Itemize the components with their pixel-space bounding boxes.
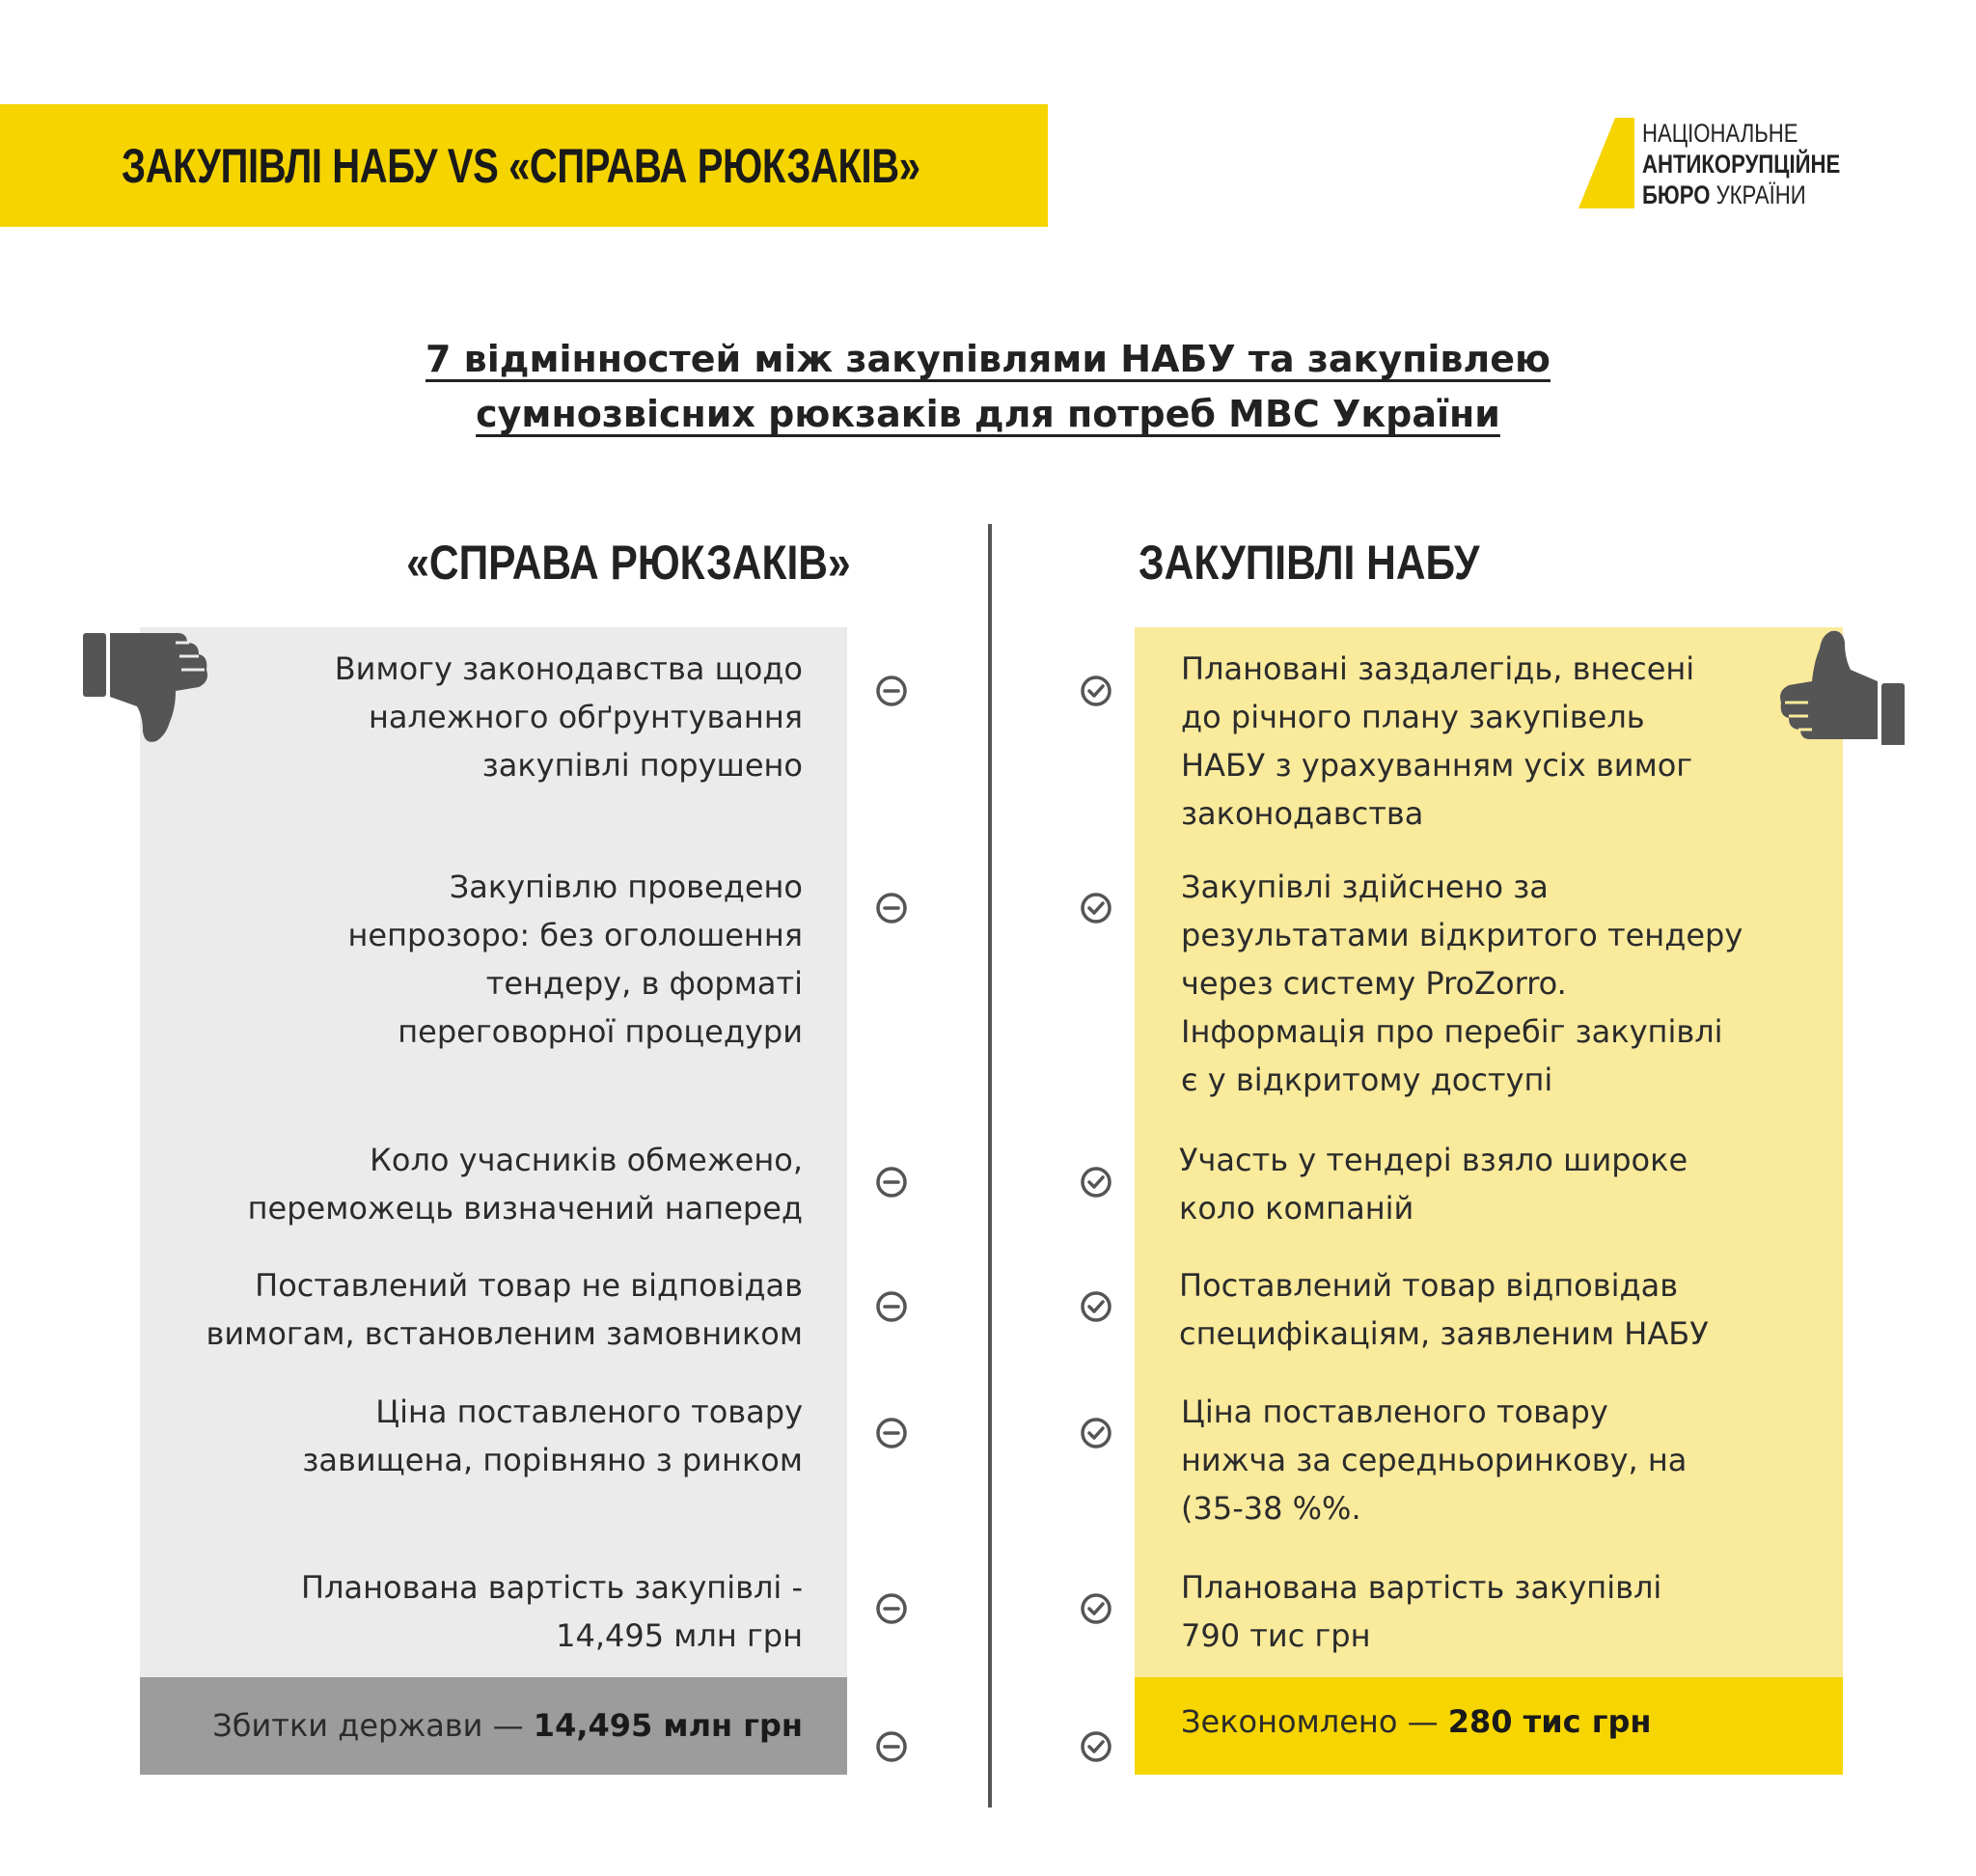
right-row-2 <box>1181 863 1743 1104</box>
right-row-5-line: (35-38 %%. <box>1181 1490 1361 1527</box>
minus-circle-icon <box>874 1289 909 1324</box>
thumbs-down-icon <box>83 627 212 747</box>
right-row-1-line: законодавства <box>1181 795 1424 832</box>
right-row-6 <box>1181 1563 1661 1660</box>
subtitle-line-1: 7 відмінностей між закупівлями НАБУ та закупівлею <box>425 338 1551 380</box>
left-row-4-line: вимогам, встановленим замовником <box>206 1315 803 1352</box>
left-column-heading: «СПРАВА РЮКЗАКІВ» <box>406 536 851 590</box>
right-row-1-line: Плановані заздалегідь, внесені <box>1181 650 1695 687</box>
right-row-3 <box>1179 1136 1688 1232</box>
right-row-2-line: через систему ProZorro. <box>1181 965 1567 1002</box>
left-row-3-line: Коло учасників обмежено, <box>370 1142 803 1178</box>
left-row-4-line: Поставлений товар не відповідав <box>255 1267 803 1304</box>
right-row-3-line: Участь у тендері взяло широке <box>1179 1142 1688 1178</box>
left-row-1 <box>335 645 803 789</box>
minus-circle-icon <box>874 891 909 925</box>
check-circle-icon <box>1079 1416 1113 1450</box>
right-row-5-line: нижча за середньоринкову, на <box>1181 1442 1688 1478</box>
left-row-2-line: переговорної процедури <box>398 1013 803 1050</box>
minus-circle-icon <box>874 1729 909 1764</box>
right-row-1-line: до річного плану закупівель <box>1181 699 1645 735</box>
check-circle-icon <box>1079 674 1113 708</box>
left-row-2-line: тендеру, в форматі <box>485 965 803 1002</box>
left-total-value: 14,495 млн грн <box>533 1707 803 1744</box>
left-row-1-line: Вимогу законодавства щодо <box>334 650 803 687</box>
minus-circle-icon <box>874 1165 909 1200</box>
right-column-heading: ЗАКУПІВЛІ НАБУ <box>1139 536 1480 590</box>
right-row-2-line: Закупівлі здійснено за <box>1181 869 1549 905</box>
right-row-4-line: Поставлений товар відповідав <box>1179 1267 1679 1304</box>
left-row-1-line: закупівлі порушено <box>481 747 803 784</box>
left-row-5-line: завищена, порівняно з ринком <box>302 1442 803 1478</box>
logo-line-2: АНТИКОРУПЦІЙНЕ <box>1642 150 1841 179</box>
center-divider <box>988 524 992 1807</box>
header-banner <box>0 104 1048 227</box>
right-row-2-line: результатами відкритого тендеру <box>1181 917 1743 953</box>
check-circle-icon <box>1079 1165 1113 1200</box>
subtitle <box>0 332 1976 442</box>
right-row-5-line: Ціна поставленого товару <box>1181 1393 1608 1430</box>
subtitle-line-2: сумнозвісних рюкзаків для потреб МВС України <box>476 393 1500 435</box>
left-row-6-line: 14,495 млн грн <box>556 1617 803 1654</box>
right-total-text <box>1181 1697 1651 1746</box>
left-row-5-line: Ціна поставленого товару <box>375 1393 803 1430</box>
right-row-6-line: Планована вартість закупівлі <box>1181 1569 1662 1606</box>
right-row-6-line: 790 тис грн <box>1181 1617 1371 1654</box>
left-total-text <box>212 1701 803 1750</box>
left-row-5 <box>302 1388 803 1484</box>
left-row-2-line: Закупівлю проведено <box>449 869 803 905</box>
logo-text <box>1642 118 1840 210</box>
minus-circle-icon <box>874 1416 909 1450</box>
left-row-3-line: переможець визначений наперед <box>247 1190 803 1227</box>
check-circle-icon <box>1079 891 1113 925</box>
nabu-logo <box>1578 114 1897 216</box>
check-circle-icon <box>1079 1591 1113 1626</box>
right-row-1 <box>1181 645 1694 838</box>
left-row-6-line: Планована вартість закупівлі - <box>301 1569 803 1606</box>
right-total-value: 280 тис грн <box>1447 1703 1652 1740</box>
logo-mark-icon <box>1578 114 1638 210</box>
left-row-2 <box>347 863 803 1056</box>
left-row-4 <box>206 1261 803 1358</box>
minus-circle-icon <box>874 674 909 708</box>
logo-line-3-bold: БЮРО <box>1642 180 1711 209</box>
thumbs-up-icon <box>1775 625 1905 745</box>
right-row-5 <box>1181 1388 1687 1532</box>
right-row-4 <box>1179 1261 1709 1358</box>
check-circle-icon <box>1079 1289 1113 1324</box>
left-row-3 <box>248 1136 803 1232</box>
right-row-2-line: Інформація про перебіг закупівлі <box>1181 1013 1723 1050</box>
right-row-4-line: специфікаціям, заявленим НАБУ <box>1179 1315 1709 1352</box>
logo-line-1: НАЦІОНАЛЬНЕ <box>1642 119 1798 148</box>
left-row-2-line: непрозоро: без оголошення <box>347 917 803 953</box>
logo-line-3-rest: УКРАЇНИ <box>1710 180 1806 209</box>
left-row-6 <box>301 1563 803 1660</box>
left-row-1-line: належного обґрунтування <box>369 699 803 735</box>
check-circle-icon <box>1079 1729 1113 1764</box>
left-total-prefix: Збитки держави — <box>212 1707 534 1744</box>
right-row-2-line: є у відкритому доступі <box>1181 1062 1553 1098</box>
right-row-1-line: НАБУ з урахуванням усіх вимог <box>1181 747 1693 784</box>
right-total-prefix: Зекономлено — <box>1181 1703 1448 1740</box>
right-row-3-line: коло компаній <box>1179 1190 1414 1227</box>
minus-circle-icon <box>874 1591 909 1626</box>
banner-title: ЗАКУПІВЛІ НАБУ VS «СПРАВА РЮКЗАКІВ» <box>122 139 920 193</box>
